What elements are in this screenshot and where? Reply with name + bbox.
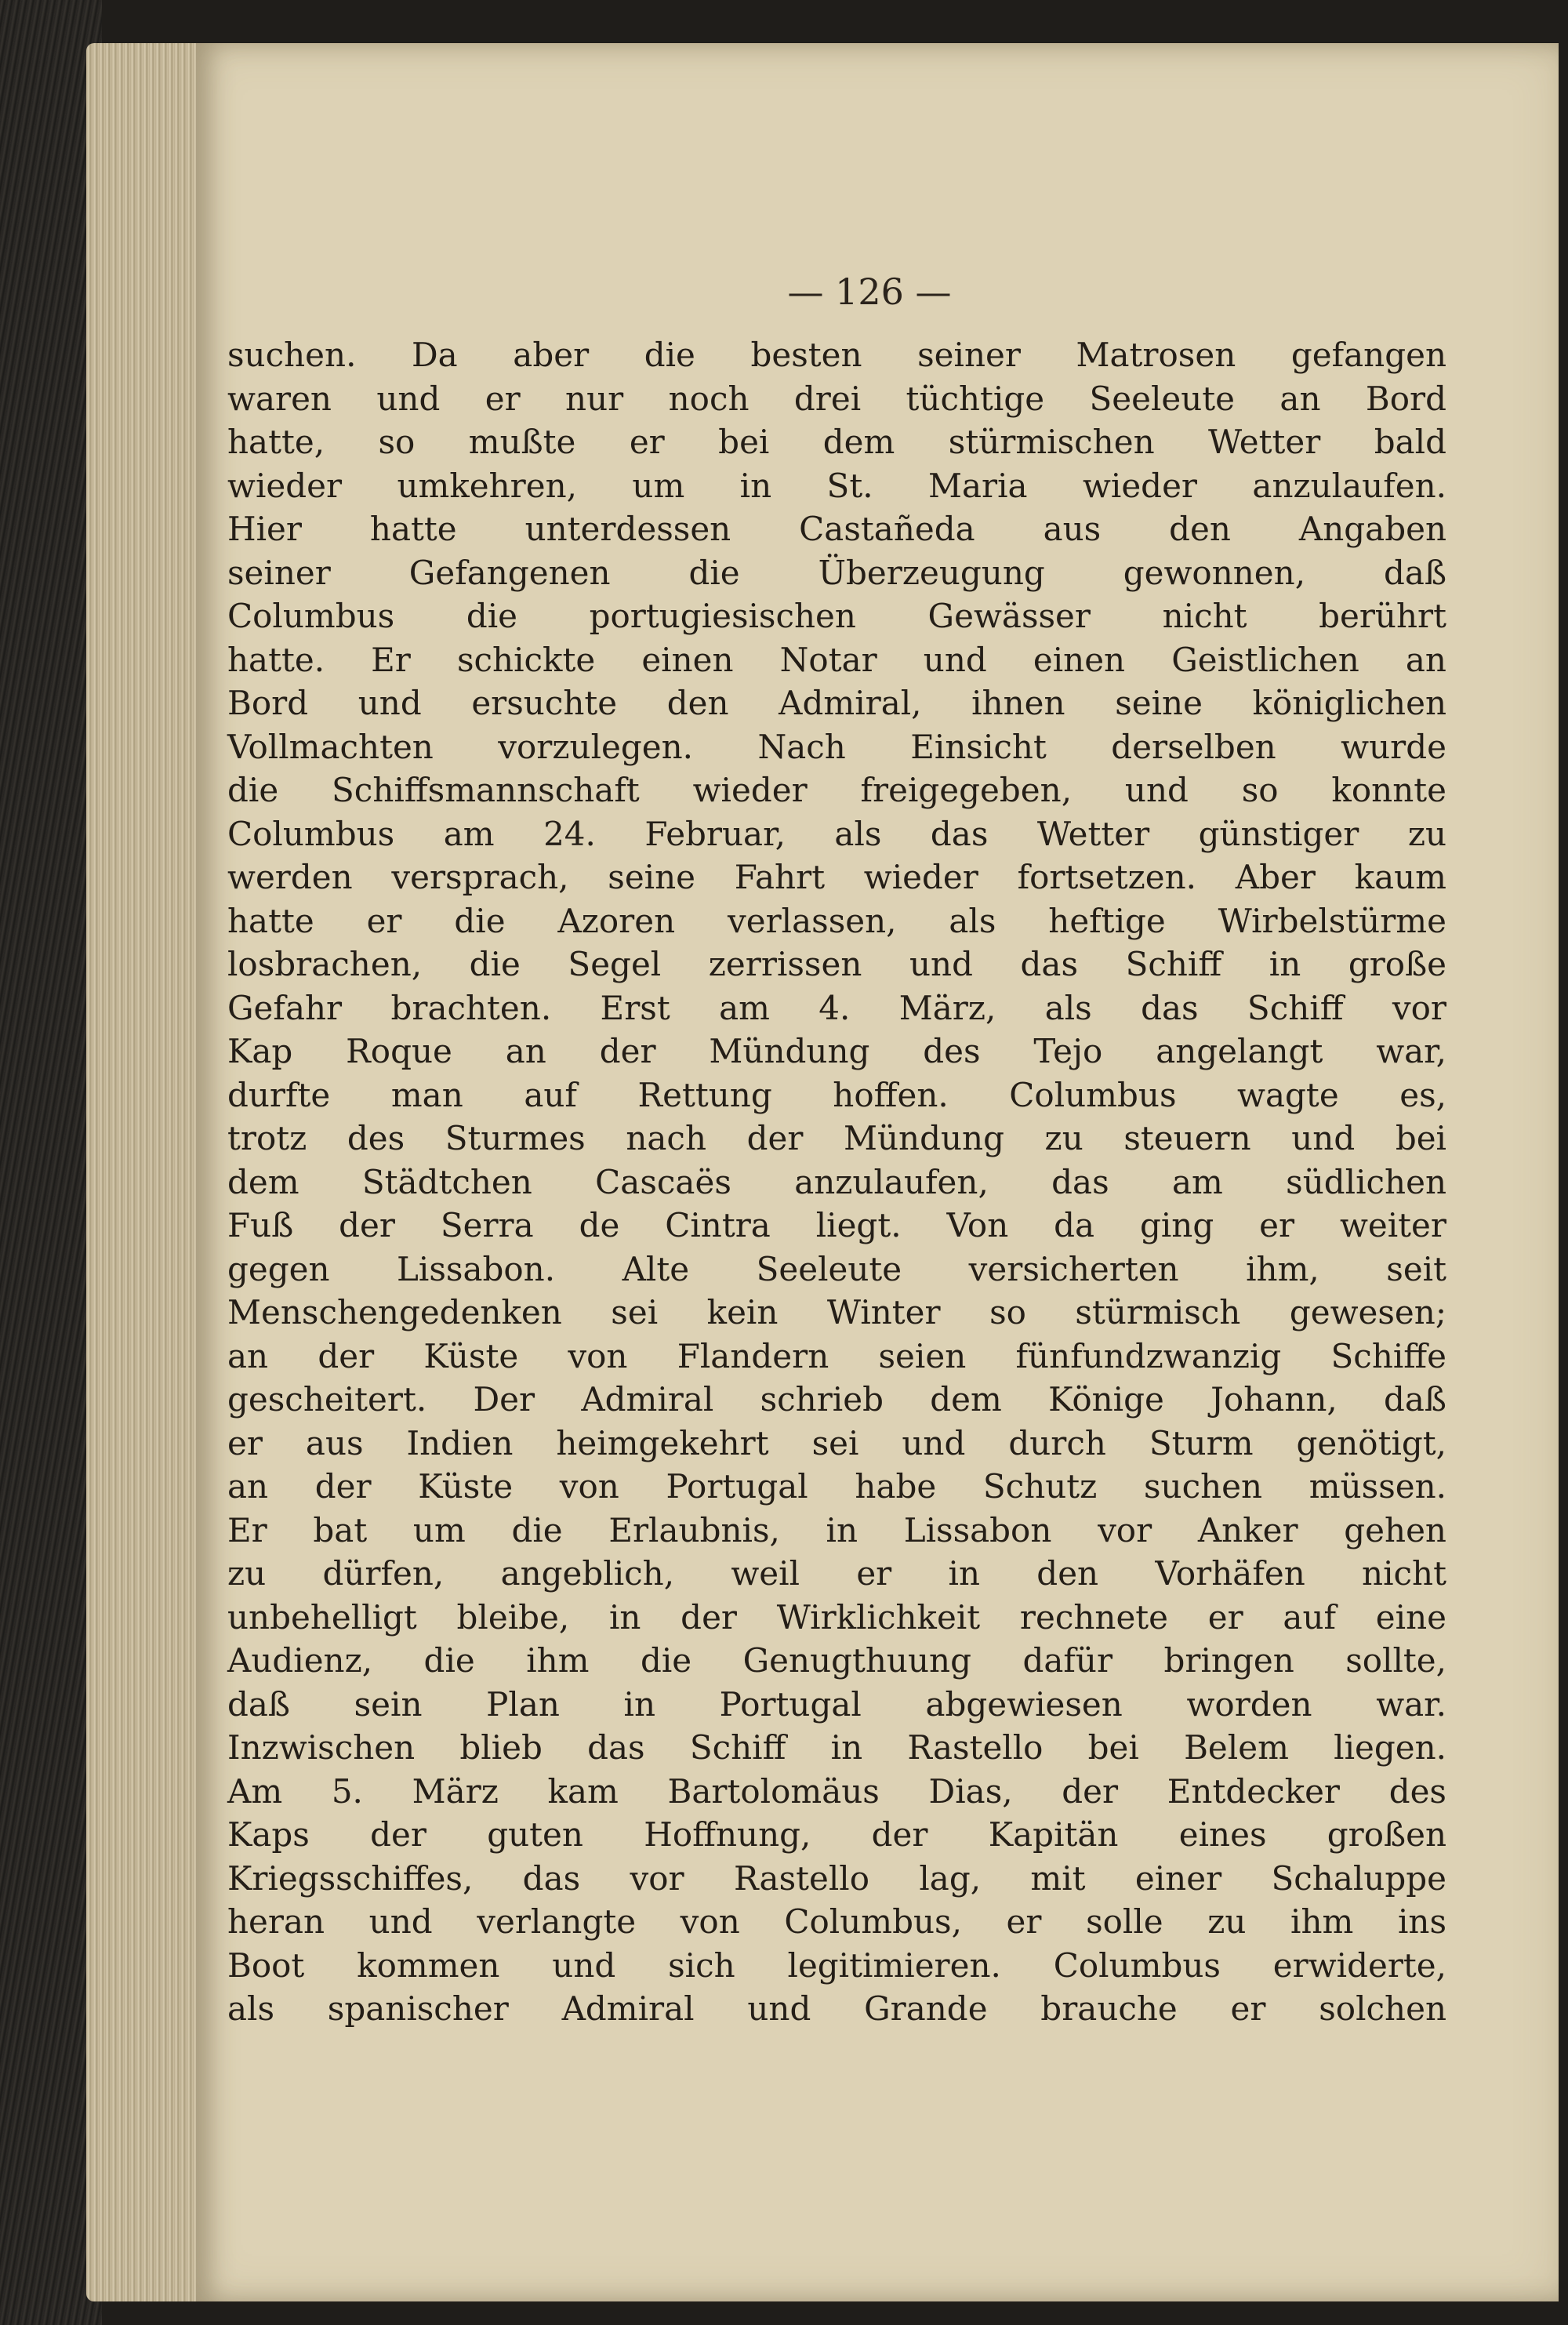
text-line: gegen Lissabon. Alte Seeleute versicherten ihm, seit: [227, 1249, 1446, 1288]
text-line: heran und verlangte von Columbus, er solle zu ihm ins: [227, 1902, 1446, 1941]
text-line: Er bat um die Erlaubnis, in Lissabon vor Anker gehen: [227, 1510, 1446, 1549]
text-line: als spanischer Admiral und Grande brauche er solchen: [227, 1989, 1446, 2028]
text-line: wieder umkehren, um in St. Maria wieder anzulaufen.: [227, 466, 1446, 505]
text-line: Audienz, die ihm die Genugthuung dafür bringen sollte,: [227, 1641, 1446, 1680]
text-line: gescheitert. Der Admiral schrieb dem Könige Johann, daß: [227, 1380, 1446, 1419]
text-line: Fuß der Serra de Cintra liegt. Von da ging er weiter: [227, 1206, 1446, 1244]
text-line: Columbus die portugiesischen Gewässer nicht berührt: [227, 597, 1446, 635]
text-line: seiner Gefangenen die Überzeugung gewonnen, daß: [227, 553, 1446, 592]
text-line: hatte er die Azoren verlassen, als heftige Wirbelstürme: [227, 901, 1446, 940]
text-line: an der Küste von Portugal habe Schutz suchen müssen.: [227, 1467, 1446, 1506]
text-line: Inzwischen blieb das Schiff in Rastello bei Belem liegen.: [227, 1728, 1446, 1767]
text-line: Bord und ersuchte den Admiral, ihnen seine königlichen: [227, 684, 1446, 722]
text-line: daß sein Plan in Portugal abgewiesen worden war.: [227, 1684, 1446, 1724]
text-line: Boot kommen und sich legitimieren. Columbus erwiderte,: [227, 1945, 1446, 1985]
text-line: Kriegsschiffes, das vor Rastello lag, mit einer Schaluppe: [227, 1858, 1446, 1898]
page-body-text: [227, 333, 1446, 2031]
text-line: trotz des Sturmes nach der Mündung zu steuern und bei: [227, 1119, 1446, 1157]
text-line: losbrachen, die Segel zerrissen und das Schiff in große: [227, 945, 1446, 983]
text-line: zu dürfen, angeblich, weil er in den Vorhäfen nicht: [227, 1554, 1446, 1593]
text-line: hatte, so mußte er bei dem stürmischen Wetter bald: [227, 423, 1446, 461]
text-line: er aus Indien heimgekehrt sei und durch Sturm genötigt,: [227, 1423, 1446, 1462]
text-line: Hier hatte unterdessen Castañeda aus den Angaben: [227, 510, 1446, 548]
text-line: waren und er nur noch drei tüchtige Seeleute an Bord: [227, 379, 1446, 418]
text-line: an der Küste von Flandern seien fünfundzwanzig Schiffe: [227, 1336, 1446, 1375]
page-edges: [86, 43, 204, 2301]
text-line: werden versprach, seine Fahrt wieder fortsetzen. Aber kaum: [227, 858, 1446, 896]
text-line: Kap Roque an der Mündung des Tejo angelangt war,: [227, 1032, 1446, 1070]
text-line: suchen. Da aber die besten seiner Matrosen gefangen: [227, 336, 1446, 374]
page-number: — 126 —: [787, 271, 952, 313]
text-line: durfte man auf Rettung hoffen. Columbus wagte es,: [227, 1075, 1446, 1114]
text-line: dem Städtchen Cascaës anzulaufen, das am südlichen: [227, 1162, 1446, 1201]
text-line: Vollmachten vorzulegen. Nach Einsicht derselben wurde: [227, 727, 1446, 766]
text-line: die Schiffsmannschaft wieder freigegeben, und so konnte: [227, 771, 1446, 809]
text-line: Am 5. März kam Bartolomäus Dias, der Entdecker des: [227, 1771, 1446, 1811]
text-line: Kaps der guten Hoffnung, der Kapitän eines großen: [227, 1815, 1446, 1854]
text-line: unbehelligt bleibe, in der Wirklichkeit rechnete er auf eine: [227, 1597, 1446, 1637]
text-line: Gefahr brachten. Erst am 4. März, als das Schiff vor: [227, 988, 1446, 1027]
text-line: Columbus am 24. Februar, als das Wetter günstiger zu: [227, 814, 1446, 853]
text-line: Menschengedenken sei kein Winter so stürmisch gewesen;: [227, 1293, 1446, 1331]
text-line: hatte. Er schickte einen Notar und einen Geistlichen an: [227, 640, 1446, 679]
